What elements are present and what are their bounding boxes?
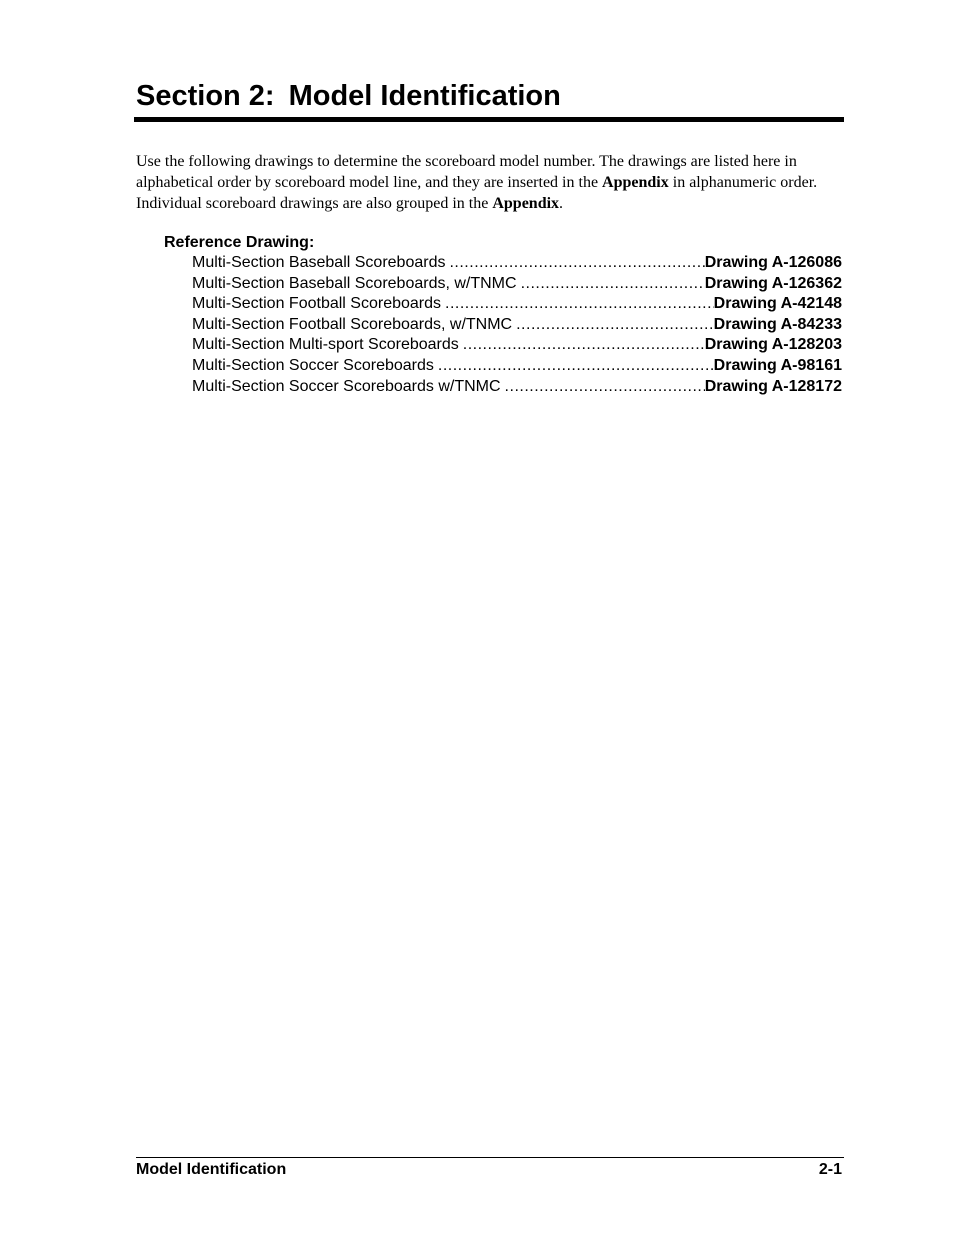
section-number: Section 2: (136, 80, 275, 112)
dot-leader (517, 274, 705, 295)
intro-text-1: Use the following drawings to determine the scoreboard model number. The drawings are listed here in alphabetical order by scoreboard model line, and they are inserted in the (136, 153, 797, 191)
reference-drawing-list (192, 253, 842, 397)
reference-item-label: Multi-Section Baseball Scoreboards (192, 254, 446, 271)
reference-item-drawing-number: Drawing A-126086 (704, 254, 842, 271)
reference-item-baseball-tnmc (192, 274, 842, 295)
page-footer (136, 1160, 842, 1180)
reference-item-soccer (192, 356, 842, 377)
reference-drawing-heading: Reference Drawing: (164, 234, 315, 251)
reference-item-drawing-number: Drawing A-98161 (713, 356, 842, 374)
reference-item-drawing-number: Drawing A-126362 (704, 274, 842, 292)
dot-leader (434, 356, 714, 377)
reference-item-soccer-tnmc (192, 377, 842, 398)
reference-item-football (192, 294, 842, 315)
reference-item-label: Multi-Section Football Scoreboards (192, 295, 442, 313)
appendix-link-text-2: Appendix (492, 195, 560, 212)
intro-paragraph (136, 151, 844, 214)
reference-item-label: Multi-Section Football Scoreboards, w/TNMC (192, 315, 513, 333)
reference-item-multi-sport (192, 335, 842, 356)
dot-leader (501, 377, 705, 398)
footer-title: Model Identification (136, 1161, 287, 1178)
dot-leader (459, 335, 705, 356)
reference-item-label: Multi-Section Baseball Scoreboards, w/TNMC (192, 274, 517, 292)
intro-text-3: . (559, 195, 564, 212)
title-underline (134, 117, 844, 122)
reference-item-label: Multi-Section Soccer Scoreboards (192, 356, 434, 374)
reference-item-drawing-number: Drawing A-128203 (704, 336, 842, 354)
page-number: 2-1 (818, 1161, 842, 1178)
dot-leader (512, 315, 714, 336)
reference-item-label: Multi-Section Soccer Scoreboards w/TNMC (192, 377, 501, 395)
reference-item-baseball (192, 253, 842, 274)
reference-item-label: Multi-Section Multi-sport Scoreboards (192, 336, 459, 354)
reference-item-drawing-number: Drawing A-128172 (704, 377, 842, 395)
dot-leader (445, 253, 704, 274)
section-title: Model Identification (288, 80, 561, 112)
footer-rule (136, 1157, 844, 1158)
reference-item-drawing-number: Drawing A-42148 (713, 295, 842, 313)
page-title (136, 76, 844, 116)
reference-item-drawing-number: Drawing A-84233 (713, 315, 842, 333)
dot-leader (441, 294, 714, 315)
appendix-link-text-1: Appendix (602, 174, 669, 191)
reference-item-football-tnmc (192, 315, 842, 336)
intro-text-2: in alphanumeric order. Individual scoreboard drawings are also grouped in the (136, 174, 818, 212)
